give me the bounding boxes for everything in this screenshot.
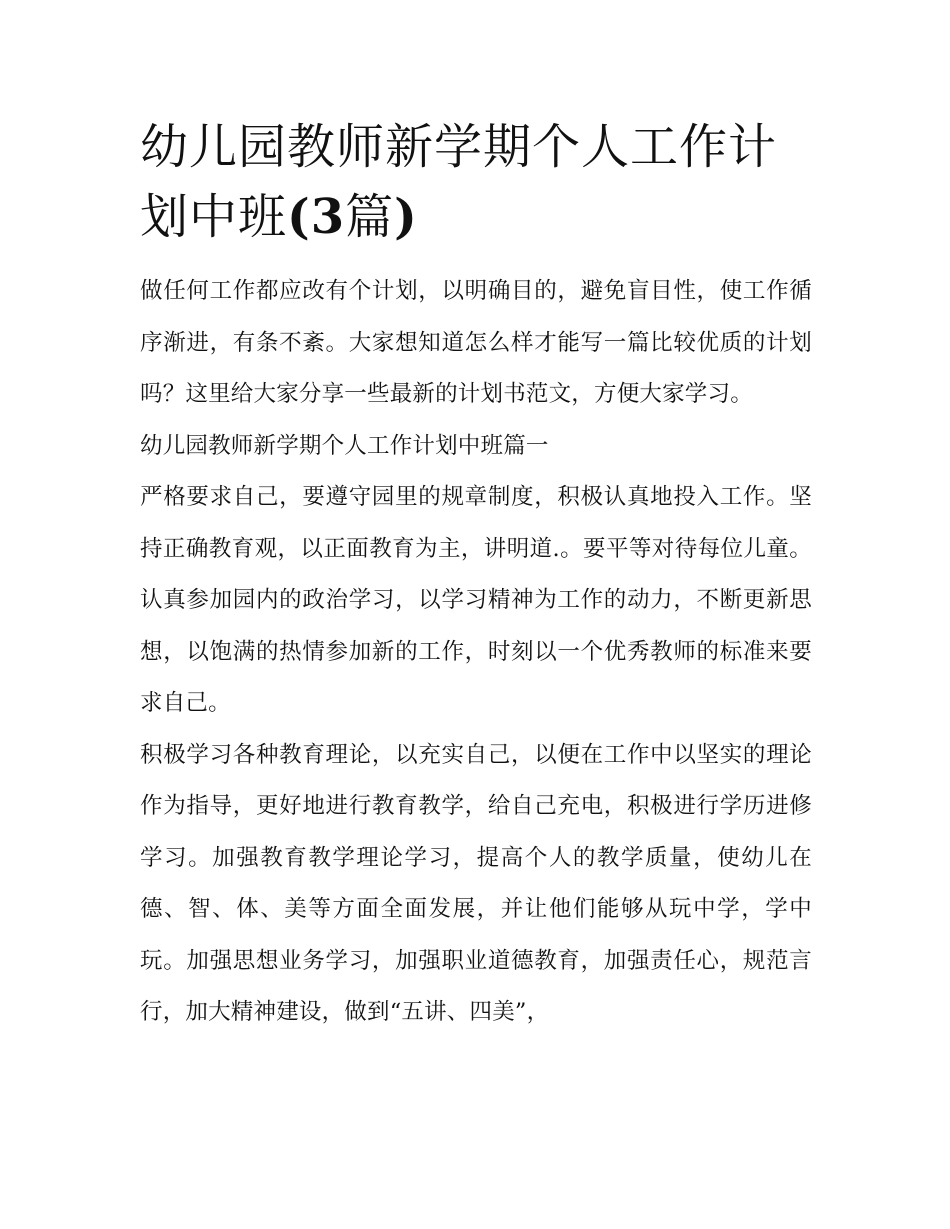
title-paren-close: )	[394, 189, 418, 245]
title-main: 幼儿园教师新学期个人工作计划中班	[140, 119, 778, 245]
title-paren-open: (	[287, 189, 311, 245]
section-heading-1: 幼儿园教师新学期个人工作计划中班篇一	[140, 432, 549, 459]
title-unit: 篇	[345, 189, 395, 245]
intro-paragraph: 做任何工作都应改有个计划，以明确目的，避免盲目性，使工作循序渐进，有条不紊。大家想知道怎么样才能写一篇比较优质的计划吗？这里给大家分享一些最新的计划书范文，方便大家学习。	[140, 278, 812, 407]
document-page	[140, 112, 812, 1039]
title-number: 3	[310, 189, 346, 245]
body-paragraph: 积极学习各种教育理论，以充实自己，以便在工作中以坚实的理论作为指导，更好地进行教育教学，给自己充电，积极进行学历进修学习。加强教育教学理论学习，提高个人的教学质量，使幼儿在德、智、体、美等方面全面发展，并让他们能够从玩中学，学中玩。加强思想业务学习，加强职业道德教育，加强责任心，规范言行，加大精神建设，做到“五讲、四美”，	[140, 741, 812, 1025]
body-paragraph: 严格要求自己，要遵守园里的规章制度，积极认真地投入工作。坚持正确教育观，以正面教育为主，讲明道.。要平等对待每位儿童。认真参加园内的政治学习，以学习精神为工作的动力，不断更新思想，以饱满的热情参加新的工作，时刻以一个优秀教师的标准来要求自己。	[140, 484, 812, 716]
document-title	[140, 112, 812, 252]
